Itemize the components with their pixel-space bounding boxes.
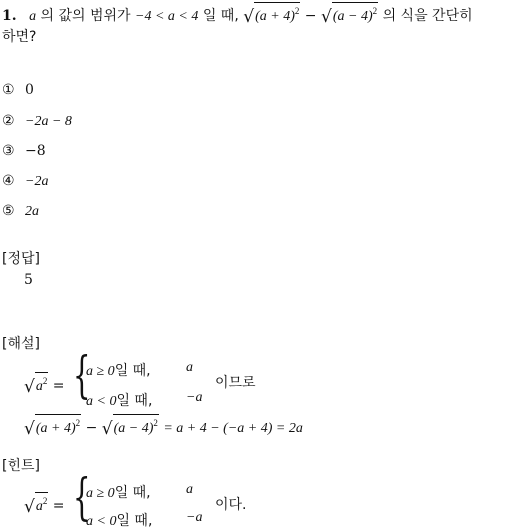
hint-case-1: a ≥ 0일 때, a <box>86 482 193 501</box>
hint-label: [힌트] <box>2 458 40 474</box>
explanation-case-1: a ≥ 0일 때, a <box>86 360 193 379</box>
question-text-3: 의 식을 간단히 <box>382 8 473 24</box>
choice-5[interactable] <box>2 203 39 220</box>
choice-4-mark: ④ <box>2 173 15 189</box>
choice-2-mark: ② <box>2 113 15 129</box>
explanation-line-2: $√(a + 4)^2 - √(a - 4)^2 = a + 4 - (-a + 4) = 2a$ <box>24 414 303 439</box>
question-number: 1. <box>2 8 17 24</box>
answer-value: 5 <box>24 272 33 288</box>
choice-2[interactable] <box>2 113 72 130</box>
choice-1-value: 0 <box>25 82 34 98</box>
question-line-1 <box>2 2 473 27</box>
question-expression: $√(a + 4)^2 - √(a - 4)^2$ <box>243 8 382 24</box>
hint-brace: { <box>73 468 91 526</box>
explanation-label: [해설] <box>2 336 40 352</box>
choice-4[interactable] <box>2 173 48 190</box>
choice-3-mark: ③ <box>2 143 15 159</box>
question-text-2: 일 때, <box>202 8 239 24</box>
choice-2-value: −2a − 8 <box>25 114 72 129</box>
choice-1[interactable] <box>2 82 34 98</box>
choice-3[interactable] <box>2 143 46 159</box>
variable-a: a <box>29 9 37 24</box>
question-line-2: 하면? <box>2 29 37 45</box>
choice-1-mark: ① <box>2 82 15 98</box>
choice-4-value: −2a <box>25 174 49 189</box>
question-condition: −4 < a < 4 <box>135 9 199 24</box>
choice-5-value: 2a <box>25 204 40 219</box>
explanation-brace: { <box>73 346 91 404</box>
answer-label: [정답] <box>2 251 40 267</box>
hint-suffix: 이다. <box>215 497 247 513</box>
choice-5-mark: ⑤ <box>2 203 15 219</box>
choice-3-value: −8 <box>25 143 46 159</box>
question-text-1: 의 값의 범위가 <box>40 8 131 24</box>
hint-case-2: a < 0일 때, −a <box>86 510 203 529</box>
hint-sqrt-a2: $√a^2$ = <box>24 492 65 517</box>
explanation-case-2: a < 0일 때, −a <box>86 390 203 409</box>
explanation-suffix: 이므로 <box>215 375 256 391</box>
explanation-sqrt-a2: $√a^2$ = <box>24 372 65 397</box>
